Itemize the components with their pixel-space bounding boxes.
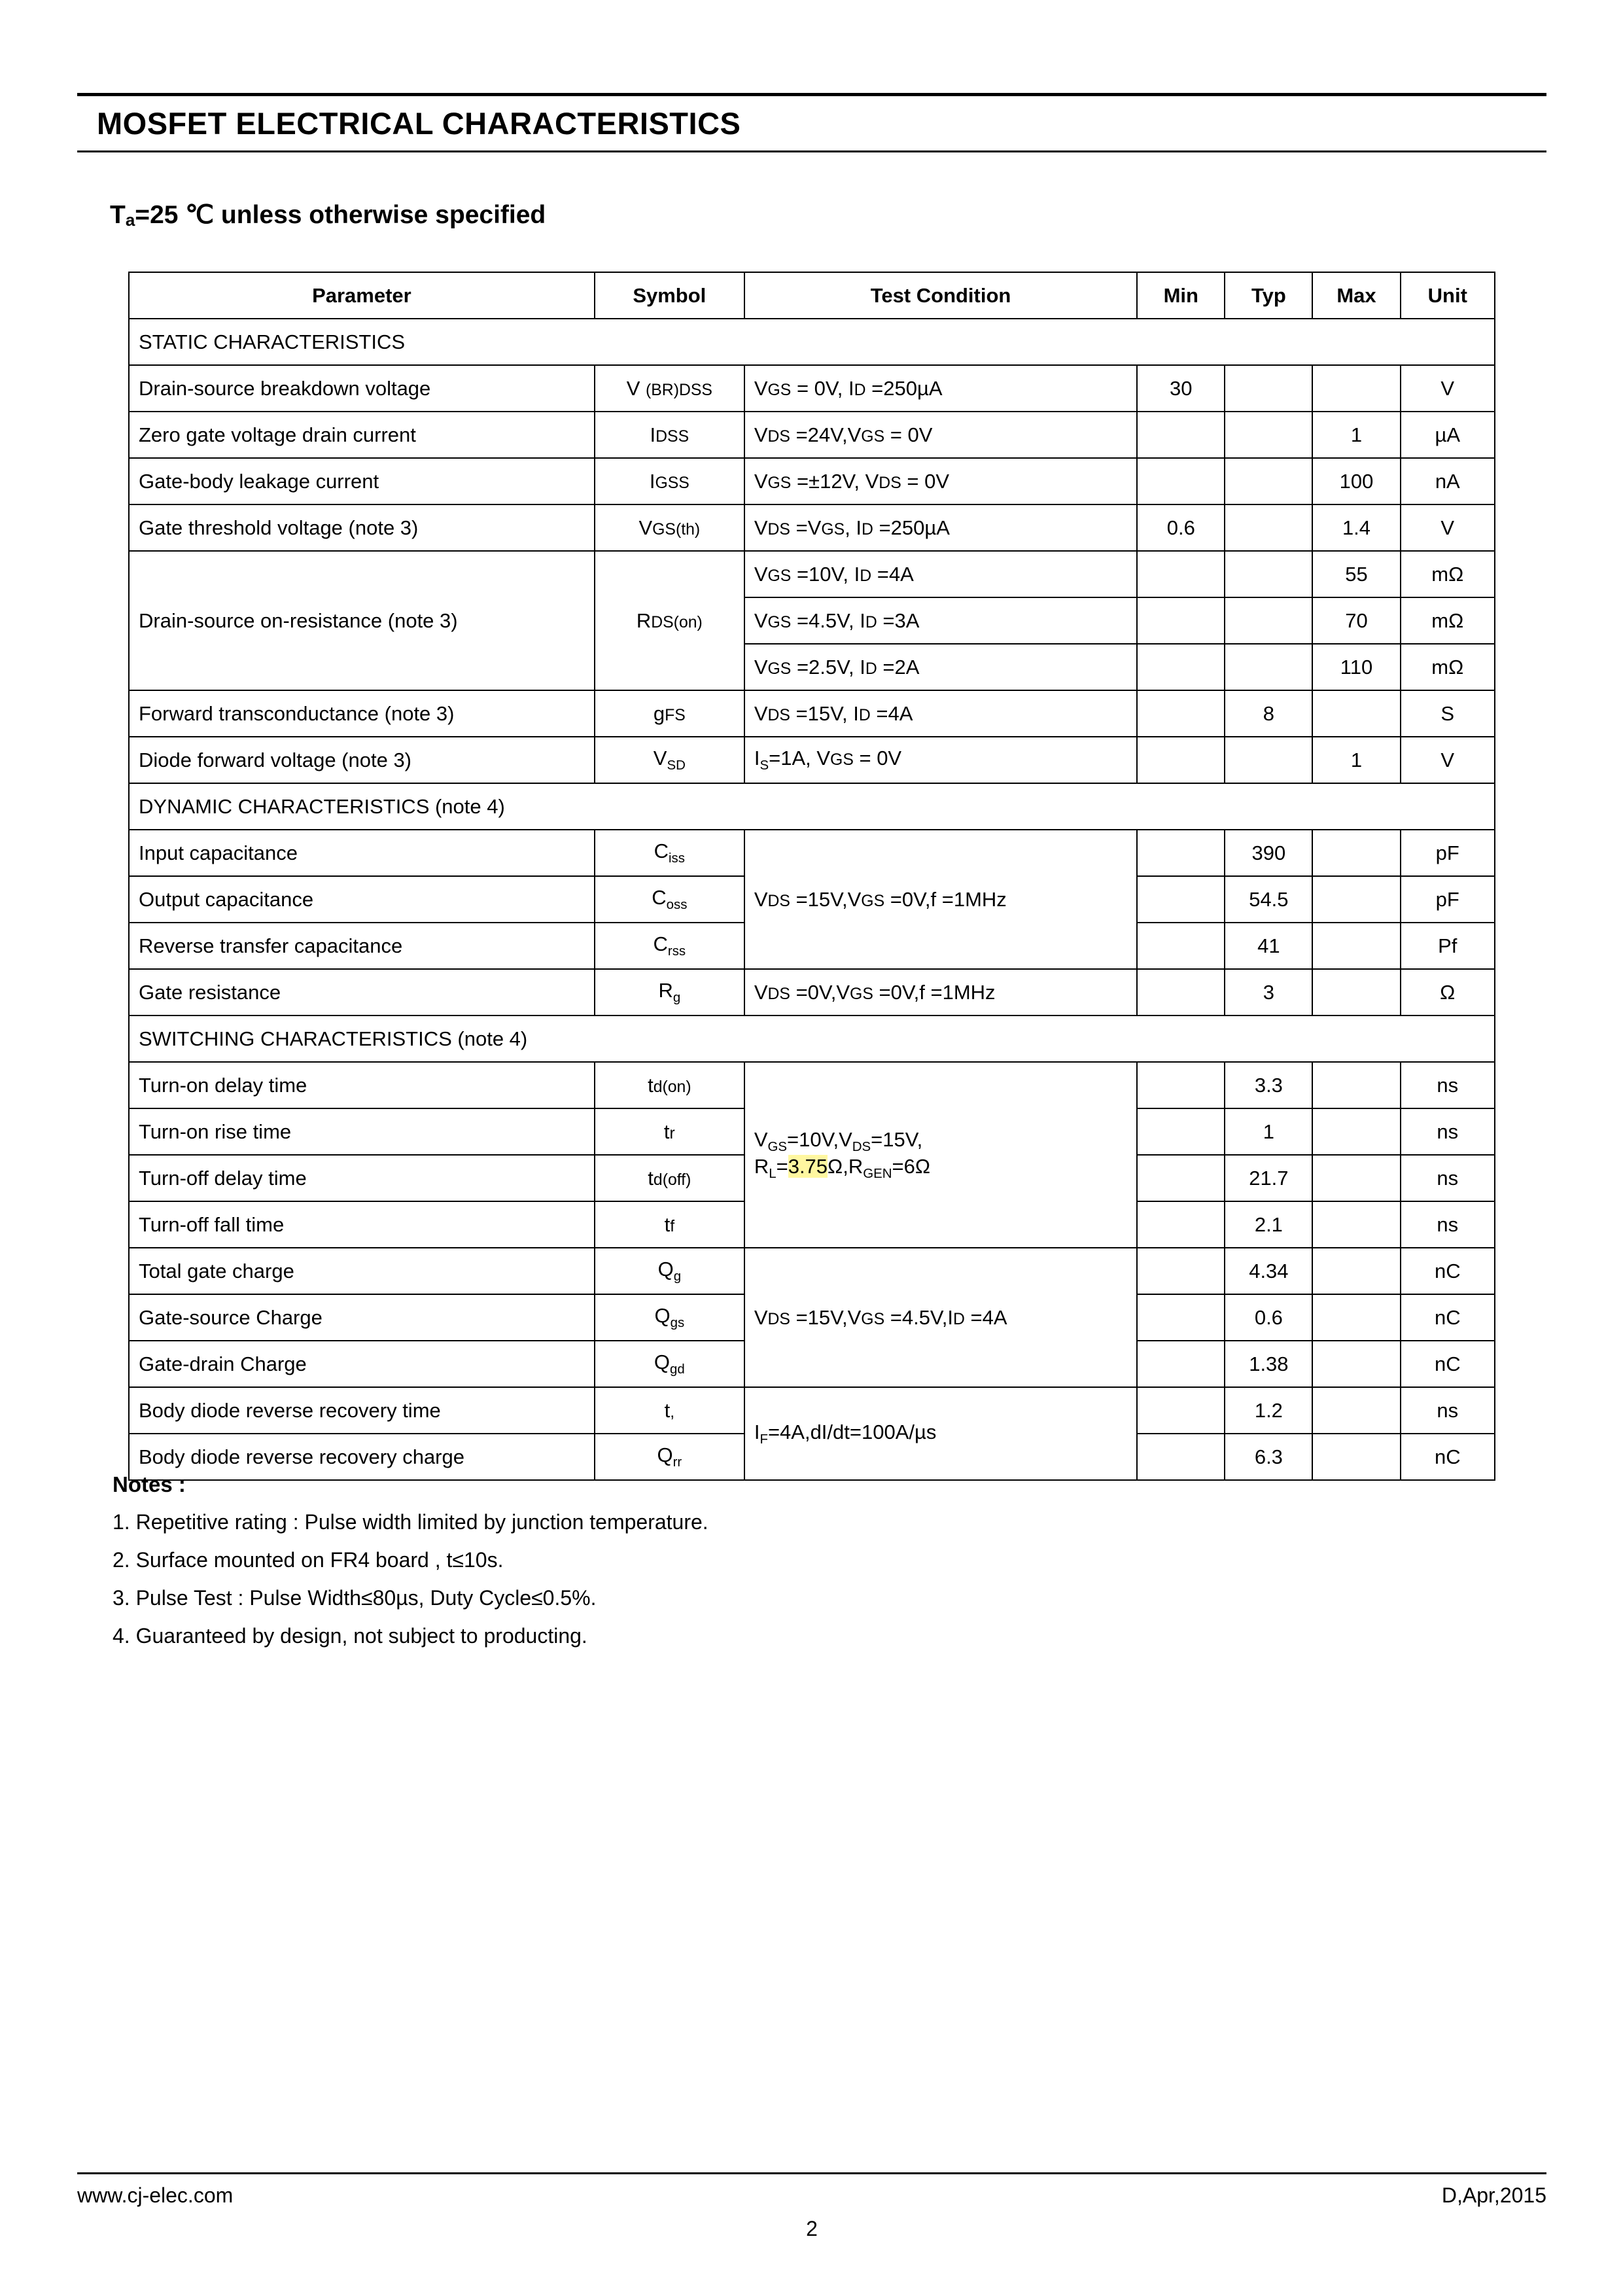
- subtitle-subscript: a: [125, 210, 135, 230]
- param-gate-threshold-voltage: Gate threshold voltage (note 3): [129, 504, 595, 551]
- param-turn-off-fall-time: Turn-off fall time: [129, 1201, 595, 1248]
- unit-rds-on-10v: mΩ: [1401, 551, 1495, 597]
- symbol-qgd: $Q_{gd}$: [595, 1341, 744, 1387]
- typ-reverse-transfer-capacitance: 41: [1225, 923, 1312, 969]
- min-gate-drain-charge: [1137, 1341, 1225, 1387]
- param-gate-resistance: Gate resistance: [129, 969, 595, 1016]
- note-item-4: 4. Guaranteed by design, not subject to producting.: [113, 1624, 587, 1648]
- max-body-diode-recovery-time: [1312, 1387, 1400, 1434]
- col-header-min: Min: [1137, 272, 1225, 319]
- symbol-trr: t,: [595, 1387, 744, 1434]
- section-row-dynamic: [129, 783, 1495, 830]
- unit-total-gate-charge: nC: [1401, 1248, 1495, 1294]
- condition-gate-threshold-voltage: VDS =VGS, ID =250µA: [744, 504, 1137, 551]
- param-output-capacitance: Output capacitance: [129, 876, 595, 923]
- typ-body-diode-recovery-time: 1.2: [1225, 1387, 1312, 1434]
- min-gate-resistance: [1137, 969, 1225, 1016]
- param-body-diode-recovery-charge: Body diode reverse recovery charge: [129, 1434, 595, 1480]
- typ-turn-off-delay-time: 21.7: [1225, 1155, 1312, 1201]
- header-bottom-rule: [77, 150, 1546, 152]
- max-gate-body-leakage: 100: [1312, 458, 1400, 504]
- max-output-capacitance: [1312, 876, 1400, 923]
- table-row: [129, 1248, 1495, 1294]
- condition-rds-on-10v: VGS =10V, ID =4A: [744, 551, 1137, 597]
- section-row-static: [129, 319, 1495, 365]
- unit-input-capacitance: pF: [1401, 830, 1495, 876]
- param-gate-drain-charge: Gate-drain Charge: [129, 1341, 595, 1387]
- param-turn-on-delay-time: Turn-on delay time: [129, 1062, 595, 1108]
- min-total-gate-charge: [1137, 1248, 1225, 1294]
- typ-turn-on-rise-time: 1: [1225, 1108, 1312, 1155]
- table-row: [129, 365, 1495, 412]
- typ-body-diode-recovery-charge: 6.3: [1225, 1434, 1312, 1480]
- col-header-unit: Unit: [1401, 272, 1495, 319]
- col-header-max: Max: [1312, 272, 1400, 319]
- condition-rds-on-2p5v: VGS =2.5V, ID =2A: [744, 644, 1137, 690]
- symbol-rdson: RDS(on): [595, 551, 744, 690]
- unit-body-diode-recovery-time: ns: [1401, 1387, 1495, 1434]
- typ-gate-threshold-voltage: [1225, 504, 1312, 551]
- param-body-diode-recovery-time: Body diode reverse recovery time: [129, 1387, 595, 1434]
- param-zero-gate-drain-current: Zero gate voltage drain current: [129, 412, 595, 458]
- unit-gate-threshold-voltage: V: [1401, 504, 1495, 551]
- param-turn-on-rise-time: Turn-on rise time: [129, 1108, 595, 1155]
- symbol-vsd: $V_{SD}$: [595, 737, 744, 783]
- footer-page-number: 2: [806, 2217, 818, 2240]
- footer-row: [77, 2174, 1546, 2208]
- symbol-td-off: td(off): [595, 1155, 744, 1201]
- typ-input-capacitance: 390: [1225, 830, 1312, 876]
- condition-capacitance: VDS =15V,VGS =0V,f =1MHz: [744, 830, 1137, 969]
- unit-diode-forward-voltage: V: [1401, 737, 1495, 783]
- typ-zero-gate-drain-current: [1225, 412, 1312, 458]
- page-header: [77, 93, 1546, 152]
- typ-diode-forward-voltage: [1225, 737, 1312, 783]
- subtitle-post: =25 ℃ unless otherwise specified: [135, 201, 546, 229]
- param-turn-off-delay-time: Turn-off delay time: [129, 1155, 595, 1201]
- symbol-igss: IGSS: [595, 458, 744, 504]
- unit-turn-on-rise-time: ns: [1401, 1108, 1495, 1155]
- condition-gate-body-leakage: VGS =±12V, VDS = 0V: [744, 458, 1137, 504]
- max-reverse-transfer-capacitance: [1312, 923, 1400, 969]
- section-label-switching: SWITCHING CHARACTERISTICS (note 4): [129, 1016, 1495, 1062]
- typ-rds-on-2p5v: [1225, 644, 1312, 690]
- typ-turn-on-delay-time: 3.3: [1225, 1062, 1312, 1108]
- typ-rds-on-4p5v: [1225, 597, 1312, 644]
- min-input-capacitance: [1137, 830, 1225, 876]
- max-gate-source-charge: [1312, 1294, 1400, 1341]
- table-row: [129, 458, 1495, 504]
- typ-breakdown-voltage: [1225, 365, 1312, 412]
- min-turn-on-delay-time: [1137, 1062, 1225, 1108]
- subtitle-pre: T: [110, 201, 126, 229]
- min-output-capacitance: [1137, 876, 1225, 923]
- max-turn-on-delay-time: [1312, 1062, 1400, 1108]
- min-rds-on-10v: [1137, 551, 1225, 597]
- table-row: [129, 690, 1495, 737]
- min-turn-on-rise-time: [1137, 1108, 1225, 1155]
- page-title: MOSFET ELECTRICAL CHARACTERISTICS: [97, 106, 741, 141]
- min-gate-threshold-voltage: 0.6: [1137, 504, 1225, 551]
- max-diode-forward-voltage: 1: [1312, 737, 1400, 783]
- unit-turn-off-delay-time: ns: [1401, 1155, 1495, 1201]
- condition-rds-on-4p5v: VGS =4.5V, ID =3A: [744, 597, 1137, 644]
- max-rds-on-10v: 55: [1312, 551, 1400, 597]
- condition-breakdown-voltage: VGS = 0V, ID =250µA: [744, 365, 1137, 412]
- condition-gate-resistance: VDS =0V,VGS =0V,f =1MHz: [744, 969, 1137, 1016]
- max-zero-gate-drain-current: 1: [1312, 412, 1400, 458]
- min-turn-off-fall-time: [1137, 1201, 1225, 1248]
- param-rds-on: Drain-source on-resistance (note 3): [129, 551, 595, 690]
- electrical-characteristics-table: [128, 272, 1495, 1481]
- footer-website[interactable]: www.cj-elec.com: [77, 2183, 234, 2207]
- param-forward-transconductance: Forward transconductance (note 3): [129, 690, 595, 737]
- table-row: [129, 1387, 1495, 1434]
- symbol-qg: $Q_g$: [595, 1248, 744, 1294]
- col-header-test-condition: Test Condition: [744, 272, 1137, 319]
- param-breakdown-voltage: Drain-source breakdown voltage: [129, 365, 595, 412]
- typ-total-gate-charge: 4.34: [1225, 1248, 1312, 1294]
- table-row: [129, 412, 1495, 458]
- col-header-symbol: Symbol: [595, 272, 744, 319]
- max-total-gate-charge: [1312, 1248, 1400, 1294]
- param-reverse-transfer-capacitance: Reverse transfer capacitance: [129, 923, 595, 969]
- min-gate-body-leakage: [1137, 458, 1225, 504]
- note-item-2: 2. Surface mounted on FR4 board , t≤10s.: [113, 1548, 504, 1572]
- max-forward-transconductance: [1312, 690, 1400, 737]
- min-diode-forward-voltage: [1137, 737, 1225, 783]
- unit-rds-on-2p5v: mΩ: [1401, 644, 1495, 690]
- table-row: [129, 830, 1495, 876]
- param-gate-body-leakage: Gate-body leakage current: [129, 458, 595, 504]
- section-row-switching: [129, 1016, 1495, 1062]
- symbol-coss: $C_{oss}$: [595, 876, 744, 923]
- unit-breakdown-voltage: V: [1401, 365, 1495, 412]
- max-gate-threshold-voltage: 1.4: [1312, 504, 1400, 551]
- section-label-static: STATIC CHARACTERISTICS: [129, 319, 1495, 365]
- typ-gate-source-charge: 0.6: [1225, 1294, 1312, 1341]
- table-header-row: [129, 272, 1495, 319]
- max-input-capacitance: [1312, 830, 1400, 876]
- conditions-subtitle: [110, 200, 546, 230]
- max-gate-drain-charge: [1312, 1341, 1400, 1387]
- symbol-qrr: $Q_{rr}$: [595, 1434, 744, 1480]
- symbol-crss: $C_{rss}$: [595, 923, 744, 969]
- unit-output-capacitance: pF: [1401, 876, 1495, 923]
- min-gate-source-charge: [1137, 1294, 1225, 1341]
- unit-forward-transconductance: S: [1401, 690, 1495, 737]
- symbol-td-on: td(on): [595, 1062, 744, 1108]
- min-reverse-transfer-capacitance: [1137, 923, 1225, 969]
- max-rds-on-4p5v: 70: [1312, 597, 1400, 644]
- unit-gate-resistance: Ω: [1401, 969, 1495, 1016]
- table-row: [129, 737, 1495, 783]
- param-diode-forward-voltage: Diode forward voltage (note 3): [129, 737, 595, 783]
- unit-gate-drain-charge: nC: [1401, 1341, 1495, 1387]
- condition-forward-transconductance: VDS =15V, ID =4A: [744, 690, 1137, 737]
- table-row: [129, 1062, 1495, 1108]
- page-footer: [77, 2172, 1546, 2240]
- symbol-vgsth: VGS(th): [595, 504, 744, 551]
- highlighted-value: 3.75: [788, 1155, 828, 1178]
- unit-zero-gate-drain-current: µA: [1401, 412, 1495, 458]
- min-forward-transconductance: [1137, 690, 1225, 737]
- footer-revision: D,Apr,2015: [1441, 2183, 1546, 2207]
- max-turn-off-delay-time: [1312, 1155, 1400, 1201]
- condition-diode-forward-voltage: $I_S=1A$, VGS = 0V: [744, 737, 1137, 783]
- max-breakdown-voltage: [1312, 365, 1400, 412]
- unit-gate-body-leakage: nA: [1401, 458, 1495, 504]
- table-row: [129, 504, 1495, 551]
- typ-forward-transconductance: 8: [1225, 690, 1312, 737]
- symbol-tr: tr: [595, 1108, 744, 1155]
- min-turn-off-delay-time: [1137, 1155, 1225, 1201]
- param-total-gate-charge: Total gate charge: [129, 1248, 595, 1294]
- note-item-3: 3. Pulse Test : Pulse Width≤80µs, Duty Cycle≤0.5%.: [113, 1586, 597, 1610]
- typ-turn-off-fall-time: 2.1: [1225, 1201, 1312, 1248]
- symbol-tf: tf: [595, 1201, 744, 1248]
- note-item-1: 1. Repetitive rating : Pulse width limited by junction temperature.: [113, 1510, 708, 1534]
- max-rds-on-2p5v: 110: [1312, 644, 1400, 690]
- symbol-vbrdss: V (BR)DSS: [595, 365, 744, 412]
- condition-gate-charge: VDS =15V,VGS =4.5V,ID =4A: [744, 1248, 1137, 1387]
- typ-rds-on-10v: [1225, 551, 1312, 597]
- unit-body-diode-recovery-charge: nC: [1401, 1434, 1495, 1480]
- symbol-ciss: $C_{iss}$: [595, 830, 744, 876]
- unit-rds-on-4p5v: mΩ: [1401, 597, 1495, 644]
- unit-gate-source-charge: nC: [1401, 1294, 1495, 1341]
- notes-section: [113, 1472, 1486, 1662]
- typ-gate-drain-charge: 1.38: [1225, 1341, 1312, 1387]
- condition-body-diode-recovery: $I_F=4A,dI/dt=100A/\mu s$: [744, 1387, 1137, 1480]
- unit-turn-off-fall-time: ns: [1401, 1201, 1495, 1248]
- symbol-rg: $R_g$: [595, 969, 744, 1016]
- table-row: [129, 551, 1495, 597]
- symbol-gfs: gFS: [595, 690, 744, 737]
- unit-reverse-transfer-capacitance: Pf: [1401, 923, 1495, 969]
- typ-output-capacitance: 54.5: [1225, 876, 1312, 923]
- min-rds-on-4p5v: [1137, 597, 1225, 644]
- table-row: [129, 969, 1495, 1016]
- col-header-parameter: Parameter: [129, 272, 595, 319]
- condition-zero-gate-drain-current: VDS =24V,VGS = 0V: [744, 412, 1137, 458]
- typ-gate-body-leakage: [1225, 458, 1312, 504]
- symbol-qgs: $Q_{gs}$: [595, 1294, 744, 1341]
- max-gate-resistance: [1312, 969, 1400, 1016]
- min-breakdown-voltage: 30: [1137, 365, 1225, 412]
- min-body-diode-recovery-time: [1137, 1387, 1225, 1434]
- col-header-typ: Typ: [1225, 272, 1312, 319]
- unit-turn-on-delay-time: ns: [1401, 1062, 1495, 1108]
- symbol-idss: IDSS: [595, 412, 744, 458]
- notes-heading: Notes :: [113, 1472, 186, 1496]
- min-zero-gate-drain-current: [1137, 412, 1225, 458]
- max-turn-on-rise-time: [1312, 1108, 1400, 1155]
- param-gate-source-charge: Gate-source Charge: [129, 1294, 595, 1341]
- min-rds-on-2p5v: [1137, 644, 1225, 690]
- max-turn-off-fall-time: [1312, 1201, 1400, 1248]
- typ-gate-resistance: 3: [1225, 969, 1312, 1016]
- condition-switching: $V_{GS}=10V,V_{DS}=15V$, $R_L=3.75\Omega,R_{GEN}=6\Omega$: [744, 1062, 1137, 1248]
- param-input-capacitance: Input capacitance: [129, 830, 595, 876]
- section-label-dynamic: DYNAMIC CHARACTERISTICS (note 4): [129, 783, 1495, 830]
